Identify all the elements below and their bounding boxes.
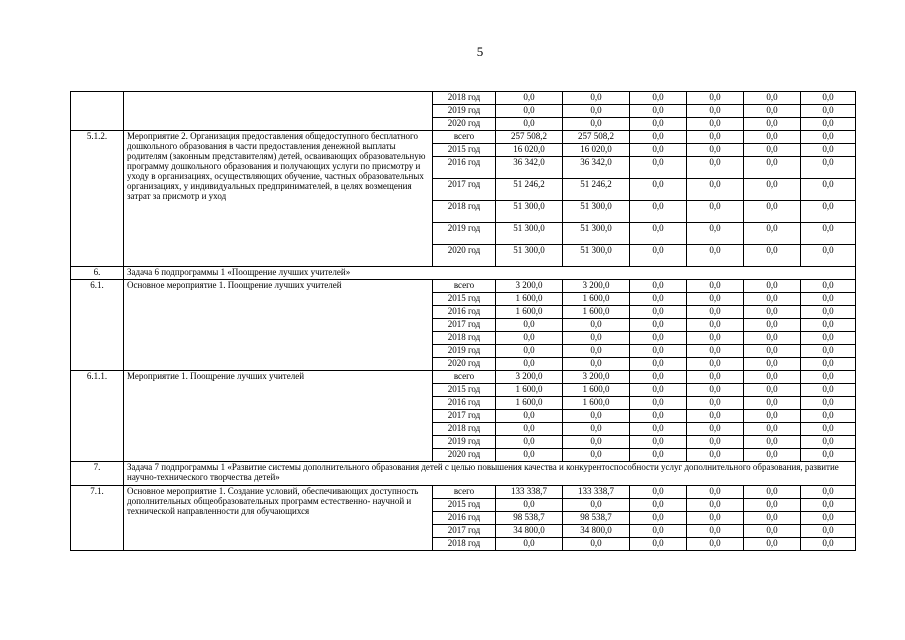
value-cell: 0,0 (744, 499, 801, 512)
value-cell: 0,0 (801, 358, 856, 371)
year-cell: 2016 год (433, 397, 496, 410)
value-cell: 0,0 (801, 223, 856, 245)
value-cell: 1 600,0 (563, 306, 630, 319)
table-row (71, 280, 856, 293)
value-cell: 16 020,0 (496, 144, 563, 157)
value-cell: 133 338,7 (563, 486, 630, 499)
value-cell: 0,0 (687, 384, 744, 397)
value-cell: 0,0 (744, 201, 801, 223)
year-cell: 2020 год (433, 358, 496, 371)
value-cell: 0,0 (687, 397, 744, 410)
value-cell: 1 600,0 (563, 397, 630, 410)
value-cell: 0,0 (630, 144, 687, 157)
item-number (71, 92, 124, 131)
year-cell: 2020 год (433, 245, 496, 267)
year-cell: 2019 год (433, 345, 496, 358)
value-cell: 0,0 (496, 118, 563, 131)
value-cell: 0,0 (687, 245, 744, 267)
value-cell: 34 800,0 (496, 525, 563, 538)
value-cell: 0,0 (801, 306, 856, 319)
value-cell: 0,0 (687, 512, 744, 525)
value-cell: 0,0 (563, 358, 630, 371)
value-cell: 51 246,2 (496, 179, 563, 201)
value-cell: 0,0 (630, 319, 687, 332)
year-cell: всего (433, 280, 496, 293)
value-cell: 51 300,0 (496, 245, 563, 267)
item-name (124, 92, 433, 131)
value-cell: 0,0 (744, 223, 801, 245)
value-cell: 0,0 (630, 525, 687, 538)
value-cell: 0,0 (687, 371, 744, 384)
value-cell: 0,0 (744, 436, 801, 449)
value-cell: 0,0 (630, 223, 687, 245)
value-cell: 0,0 (801, 436, 856, 449)
value-cell: 0,0 (744, 332, 801, 345)
value-cell: 0,0 (496, 538, 563, 551)
value-cell: 0,0 (801, 345, 856, 358)
table-row (71, 486, 856, 499)
value-cell: 0,0 (744, 245, 801, 267)
value-cell: 0,0 (744, 525, 801, 538)
value-cell: 0,0 (687, 131, 744, 144)
year-cell: 2016 год (433, 512, 496, 525)
year-cell: всего (433, 371, 496, 384)
value-cell: 0,0 (630, 397, 687, 410)
value-cell: 133 338,7 (496, 486, 563, 499)
item-number: 6.1. (71, 280, 124, 371)
value-cell: 0,0 (563, 105, 630, 118)
value-cell: 0,0 (563, 499, 630, 512)
year-cell: 2018 год (433, 423, 496, 436)
value-cell: 0,0 (801, 118, 856, 131)
value-cell: 0,0 (801, 486, 856, 499)
value-cell: 0,0 (744, 397, 801, 410)
year-cell: 2017 год (433, 319, 496, 332)
item-name: Мероприятие 1. Поощрение лучших учителей (124, 371, 433, 462)
value-cell: 0,0 (496, 332, 563, 345)
value-cell: 0,0 (801, 538, 856, 551)
value-cell: 0,0 (496, 345, 563, 358)
value-cell: 0,0 (801, 92, 856, 105)
value-cell: 0,0 (744, 118, 801, 131)
value-cell: 0,0 (630, 345, 687, 358)
value-cell: 0,0 (496, 358, 563, 371)
value-cell: 0,0 (801, 201, 856, 223)
value-cell: 0,0 (801, 423, 856, 436)
value-cell: 0,0 (744, 345, 801, 358)
year-cell: 2018 год (433, 92, 496, 105)
value-cell: 0,0 (801, 371, 856, 384)
value-cell: 51 300,0 (496, 201, 563, 223)
year-cell: 2019 год (433, 436, 496, 449)
value-cell: 0,0 (563, 92, 630, 105)
value-cell: 0,0 (801, 512, 856, 525)
value-cell: 0,0 (801, 319, 856, 332)
value-cell: 257 508,2 (563, 131, 630, 144)
value-cell: 0,0 (744, 538, 801, 551)
value-cell: 0,0 (630, 201, 687, 223)
value-cell: 1 600,0 (496, 384, 563, 397)
year-cell: 2016 год (433, 157, 496, 179)
value-cell: 51 300,0 (563, 245, 630, 267)
value-cell: 0,0 (630, 131, 687, 144)
year-cell: 2017 год (433, 410, 496, 423)
value-cell: 0,0 (687, 105, 744, 118)
value-cell: 0,0 (630, 499, 687, 512)
value-cell: 0,0 (630, 538, 687, 551)
task-title: Задача 6 подпрограммы 1 «Поощрение лучших учителей» (124, 267, 856, 280)
page-number: 5 (476, 44, 484, 59)
year-cell: всего (433, 131, 496, 144)
value-cell: 0,0 (687, 486, 744, 499)
value-cell: 0,0 (801, 144, 856, 157)
value-cell: 0,0 (744, 371, 801, 384)
value-cell: 0,0 (801, 410, 856, 423)
year-cell: 2018 год (433, 201, 496, 223)
year-cell: 2017 год (433, 179, 496, 201)
task-number: 7. (71, 462, 124, 486)
value-cell: 0,0 (744, 319, 801, 332)
value-cell: 0,0 (744, 105, 801, 118)
value-cell: 0,0 (496, 319, 563, 332)
year-cell: 2018 год (433, 332, 496, 345)
value-cell: 0,0 (744, 423, 801, 436)
value-cell: 3 200,0 (563, 371, 630, 384)
value-cell: 98 538,7 (496, 512, 563, 525)
value-cell: 0,0 (687, 223, 744, 245)
value-cell: 0,0 (687, 538, 744, 551)
value-cell: 0,0 (801, 105, 856, 118)
value-cell: 0,0 (630, 280, 687, 293)
value-cell: 0,0 (687, 345, 744, 358)
value-cell: 0,0 (630, 384, 687, 397)
value-cell: 0,0 (496, 423, 563, 436)
value-cell: 0,0 (563, 538, 630, 551)
task-title: Задача 7 подпрограммы 1 «Развитие системы дополнительного образования детей с целью повышения качества и конкурентоспособности услуг дополнительного образования, развитие научно-технического творчества детей» (124, 462, 856, 486)
value-cell: 0,0 (801, 384, 856, 397)
value-cell: 0,0 (687, 118, 744, 131)
value-cell: 0,0 (687, 293, 744, 306)
value-cell: 0,0 (496, 449, 563, 462)
table-row (71, 131, 856, 144)
value-cell: 0,0 (687, 436, 744, 449)
value-cell: 0,0 (563, 436, 630, 449)
year-cell: всего (433, 486, 496, 499)
value-cell: 0,0 (563, 449, 630, 462)
value-cell: 0,0 (744, 306, 801, 319)
value-cell: 0,0 (687, 157, 744, 179)
value-cell: 0,0 (630, 332, 687, 345)
value-cell: 0,0 (630, 179, 687, 201)
value-cell: 0,0 (744, 179, 801, 201)
value-cell: 0,0 (687, 410, 744, 423)
value-cell: 0,0 (744, 358, 801, 371)
value-cell: 0,0 (744, 92, 801, 105)
value-cell: 3 200,0 (496, 371, 563, 384)
year-cell: 2015 год (433, 384, 496, 397)
value-cell: 0,0 (630, 410, 687, 423)
value-cell: 0,0 (687, 449, 744, 462)
value-cell: 0,0 (630, 449, 687, 462)
value-cell: 0,0 (687, 179, 744, 201)
value-cell: 0,0 (687, 358, 744, 371)
task-row (71, 267, 856, 280)
value-cell: 3 200,0 (496, 280, 563, 293)
value-cell: 0,0 (744, 280, 801, 293)
value-cell: 0,0 (630, 105, 687, 118)
value-cell: 0,0 (687, 306, 744, 319)
value-cell: 0,0 (801, 179, 856, 201)
value-cell: 0,0 (630, 358, 687, 371)
value-cell: 0,0 (744, 157, 801, 179)
value-cell: 98 538,7 (563, 512, 630, 525)
value-cell: 0,0 (563, 319, 630, 332)
value-cell: 51 300,0 (563, 201, 630, 223)
value-cell: 0,0 (744, 449, 801, 462)
value-cell: 0,0 (801, 397, 856, 410)
value-cell: 0,0 (630, 486, 687, 499)
value-cell: 0,0 (801, 293, 856, 306)
item-name: Мероприятие 2. Организация предоставления общедоступного бесплатного дошкольного образования в части предоставления денежной выплаты родителям (законным представителям) детей, осваивающих образовательную программу дошкольного образования и получающих услуги по присмотру и уходу в организациях, осуществляющих обучение, частных образовательных организациях, у индивидуальных предпринимателей, в целях возмещения затрат за присмотр и уход (124, 131, 433, 267)
year-cell: 2017 год (433, 525, 496, 538)
value-cell: 0,0 (744, 293, 801, 306)
value-cell: 0,0 (801, 499, 856, 512)
value-cell: 0,0 (687, 280, 744, 293)
task-number: 6. (71, 267, 124, 280)
value-cell: 0,0 (563, 332, 630, 345)
value-cell: 1 600,0 (563, 293, 630, 306)
value-cell: 1 600,0 (496, 293, 563, 306)
value-cell: 16 020,0 (563, 144, 630, 157)
value-cell: 0,0 (687, 332, 744, 345)
value-cell: 0,0 (630, 306, 687, 319)
value-cell: 34 800,0 (563, 525, 630, 538)
value-cell: 0,0 (687, 499, 744, 512)
value-cell: 0,0 (563, 410, 630, 423)
value-cell: 1 600,0 (496, 397, 563, 410)
value-cell: 0,0 (630, 436, 687, 449)
value-cell: 0,0 (687, 201, 744, 223)
value-cell: 1 600,0 (496, 306, 563, 319)
value-cell: 0,0 (801, 157, 856, 179)
value-cell: 0,0 (630, 157, 687, 179)
value-cell: 257 508,2 (496, 131, 563, 144)
value-cell: 0,0 (630, 371, 687, 384)
value-cell: 51 300,0 (496, 223, 563, 245)
value-cell: 0,0 (687, 144, 744, 157)
year-cell: 2019 год (433, 223, 496, 245)
value-cell: 0,0 (496, 410, 563, 423)
value-cell: 0,0 (801, 449, 856, 462)
value-cell: 0,0 (687, 525, 744, 538)
value-cell: 3 200,0 (563, 280, 630, 293)
value-cell: 0,0 (563, 118, 630, 131)
table-row (71, 371, 856, 384)
value-cell: 51 300,0 (563, 223, 630, 245)
value-cell: 0,0 (496, 499, 563, 512)
value-cell: 0,0 (630, 423, 687, 436)
value-cell: 36 342,0 (563, 157, 630, 179)
value-cell: 0,0 (744, 384, 801, 397)
budget-table (70, 91, 856, 551)
value-cell: 0,0 (801, 525, 856, 538)
value-cell: 36 342,0 (496, 157, 563, 179)
value-cell: 0,0 (630, 293, 687, 306)
item-name: Основное мероприятие 1. Поощрение лучших учителей (124, 280, 433, 371)
value-cell: 0,0 (801, 280, 856, 293)
table-row (71, 92, 856, 105)
year-cell: 2019 год (433, 105, 496, 118)
year-cell: 2016 год (433, 306, 496, 319)
year-cell: 2015 год (433, 144, 496, 157)
value-cell: 0,0 (630, 118, 687, 131)
value-cell: 1 600,0 (563, 384, 630, 397)
value-cell: 0,0 (496, 436, 563, 449)
value-cell: 0,0 (496, 105, 563, 118)
value-cell: 0,0 (801, 245, 856, 267)
value-cell: 0,0 (744, 512, 801, 525)
value-cell: 0,0 (496, 92, 563, 105)
value-cell: 0,0 (630, 245, 687, 267)
value-cell: 0,0 (744, 486, 801, 499)
value-cell: 0,0 (744, 144, 801, 157)
year-cell: 2018 год (433, 538, 496, 551)
value-cell: 0,0 (744, 410, 801, 423)
value-cell: 0,0 (687, 92, 744, 105)
value-cell: 0,0 (687, 319, 744, 332)
value-cell: 0,0 (563, 345, 630, 358)
item-number: 5.1.2. (71, 131, 124, 267)
value-cell: 0,0 (801, 131, 856, 144)
task-row (71, 462, 856, 486)
value-cell: 0,0 (563, 423, 630, 436)
item-name: Основное мероприятие 1. Создание условий, обеспечивающих доступность дополнительных общеобразовательных программ естественно- научной и технической направленности для обучающихся (124, 486, 433, 551)
year-cell: 2015 год (433, 293, 496, 306)
year-cell: 2015 год (433, 499, 496, 512)
year-cell: 2020 год (433, 449, 496, 462)
value-cell: 0,0 (630, 512, 687, 525)
value-cell: 0,0 (687, 423, 744, 436)
value-cell: 0,0 (744, 131, 801, 144)
value-cell: 0,0 (801, 332, 856, 345)
year-cell: 2020 год (433, 118, 496, 131)
value-cell: 0,0 (630, 92, 687, 105)
item-number: 6.1.1. (71, 371, 124, 462)
value-cell: 51 246,2 (563, 179, 630, 201)
item-number: 7.1. (71, 486, 124, 551)
